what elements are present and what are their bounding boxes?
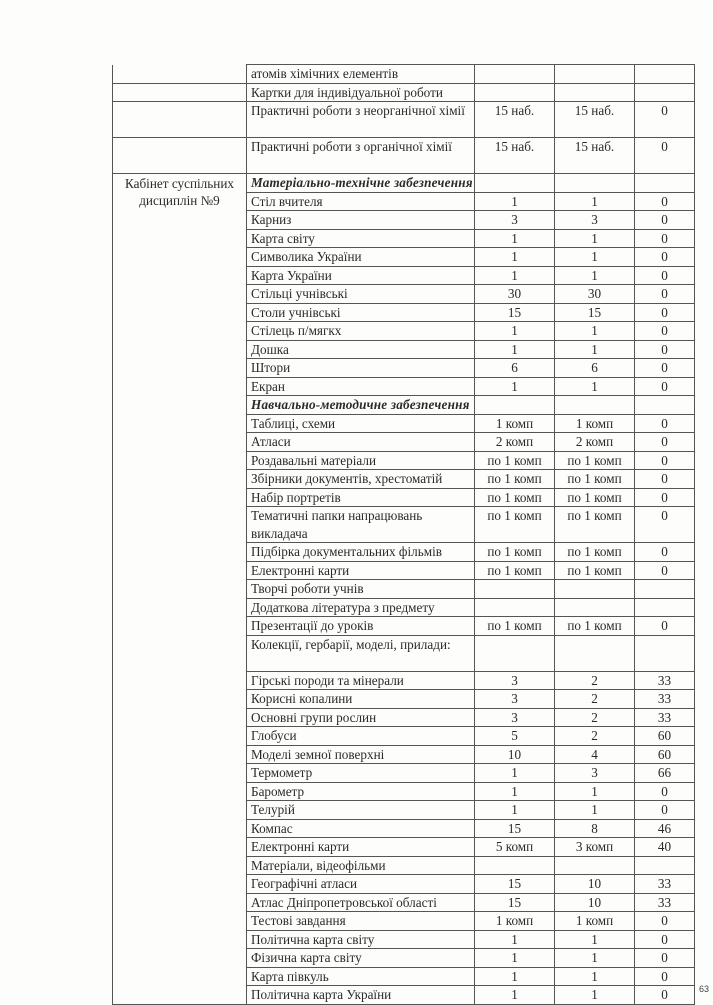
item-have: 1	[555, 949, 635, 968]
item-total: по 1 комп	[475, 507, 555, 543]
item-total: 1	[475, 967, 555, 986]
item-name: Глобуси	[247, 727, 475, 746]
item-total: 1	[475, 949, 555, 968]
item-total: 3	[475, 708, 555, 727]
item-total	[475, 83, 555, 102]
item-percent: 0	[635, 138, 695, 174]
item-have: 1	[555, 782, 635, 801]
item-have: 1	[555, 266, 635, 285]
item-name: Електронні карти	[247, 838, 475, 857]
item-total: 1	[475, 322, 555, 341]
item-total: 2 комп	[475, 433, 555, 452]
item-name: атомів хімічних елементів	[247, 65, 475, 84]
item-percent	[635, 635, 695, 671]
item-have: 10	[555, 893, 635, 912]
item-have: 3	[555, 764, 635, 783]
item-have: 2	[555, 671, 635, 690]
item-name: Стілець п/мягкх	[247, 322, 475, 341]
item-have	[555, 83, 635, 102]
item-name: Штори	[247, 359, 475, 378]
item-have	[555, 598, 635, 617]
section-row	[113, 174, 695, 193]
item-name: Картки для індивідуальної роботи	[247, 83, 475, 102]
item-total	[475, 65, 555, 84]
item-total: 5	[475, 727, 555, 746]
empty-cell	[635, 174, 695, 193]
section-title: Матеріально-технічне забезпечення	[247, 174, 475, 193]
item-total: 30	[475, 285, 555, 304]
item-have: 1	[555, 967, 635, 986]
item-percent: 0	[635, 986, 695, 1005]
item-have: 3	[555, 211, 635, 230]
item-name: Презентації до уроків	[247, 617, 475, 636]
item-total: 3	[475, 211, 555, 230]
item-name: Тестові завдання	[247, 912, 475, 931]
item-name: Стільці учнівські	[247, 285, 475, 304]
item-percent: 0	[635, 949, 695, 968]
item-total: 15	[475, 875, 555, 894]
item-percent	[635, 598, 695, 617]
item-have: 30	[555, 285, 635, 304]
item-name: Телурій	[247, 801, 475, 820]
section-title: Навчально-методичне забезпечення	[247, 396, 475, 415]
item-name: Барометр	[247, 782, 475, 801]
item-name: Термометр	[247, 764, 475, 783]
item-total: 15	[475, 303, 555, 322]
item-total: 1 комп	[475, 912, 555, 931]
item-have: 2	[555, 727, 635, 746]
item-name: Карниз	[247, 211, 475, 230]
item-name: Карта світу	[247, 229, 475, 248]
item-percent: 0	[635, 967, 695, 986]
item-name: Компас	[247, 819, 475, 838]
item-total: 15	[475, 819, 555, 838]
item-total	[475, 580, 555, 599]
item-have: 15 наб.	[555, 138, 635, 174]
item-percent: 33	[635, 708, 695, 727]
item-total: 1	[475, 801, 555, 820]
empty-cell	[555, 174, 635, 193]
item-name: Матеріали, відеофільми	[247, 856, 475, 875]
table-row	[113, 83, 695, 102]
table-row	[113, 102, 695, 138]
item-have: 3 комп	[555, 838, 635, 857]
item-percent: 0	[635, 192, 695, 211]
item-percent: 0	[635, 470, 695, 489]
item-have: 1	[555, 192, 635, 211]
item-percent: 0	[635, 433, 695, 452]
item-total: 6	[475, 359, 555, 378]
item-total: 1	[475, 229, 555, 248]
item-percent	[635, 580, 695, 599]
item-percent: 0	[635, 912, 695, 931]
item-name: Корисні копалини	[247, 690, 475, 709]
item-total: 3	[475, 671, 555, 690]
item-percent: 33	[635, 893, 695, 912]
item-have: 1	[555, 801, 635, 820]
item-have: 2	[555, 708, 635, 727]
empty-cell	[635, 396, 695, 415]
item-total	[475, 635, 555, 671]
item-name: Додаткова література з предмету	[247, 598, 475, 617]
item-have: 6	[555, 359, 635, 378]
item-total: 1	[475, 377, 555, 396]
item-have	[555, 856, 635, 875]
item-total: по 1 комп	[475, 617, 555, 636]
item-percent: 33	[635, 875, 695, 894]
item-total: 3	[475, 690, 555, 709]
item-percent	[635, 83, 695, 102]
item-percent: 0	[635, 377, 695, 396]
item-name: Підбірка документальних фільмів	[247, 543, 475, 562]
table-row	[113, 138, 695, 174]
item-have: по 1 комп	[555, 470, 635, 489]
item-total: 1 комп	[475, 414, 555, 433]
item-percent: 66	[635, 764, 695, 783]
item-total: по 1 комп	[475, 470, 555, 489]
item-percent: 0	[635, 322, 695, 341]
item-percent: 0	[635, 359, 695, 378]
item-total: 1	[475, 986, 555, 1005]
item-have: 15	[555, 303, 635, 322]
item-have: 1	[555, 322, 635, 341]
item-percent: 60	[635, 745, 695, 764]
room-cell-empty	[113, 138, 247, 174]
item-name: Атлас Дніпропетровської області	[247, 893, 475, 912]
item-have: по 1 комп	[555, 561, 635, 580]
item-name: Столи учнівські	[247, 303, 475, 322]
item-name: Основні групи рослин	[247, 708, 475, 727]
item-percent: 0	[635, 248, 695, 267]
item-have: 1 комп	[555, 414, 635, 433]
item-have: 1	[555, 248, 635, 267]
item-name: Фізична карта світу	[247, 949, 475, 968]
item-name: Збірники документів, хрестоматій	[247, 470, 475, 489]
room-cell-empty	[113, 102, 247, 138]
item-percent: 0	[635, 211, 695, 230]
item-have: по 1 комп	[555, 451, 635, 470]
item-total: 15 наб.	[475, 102, 555, 138]
item-total: по 1 комп	[475, 488, 555, 507]
page-number: 63	[698, 984, 709, 994]
item-percent: 0	[635, 303, 695, 322]
item-name: Карта України	[247, 266, 475, 285]
item-name: Практичні роботи з неорганічної хімії	[247, 102, 475, 138]
item-name: Символика України	[247, 248, 475, 267]
item-have: 15 наб.	[555, 102, 635, 138]
item-have: 1	[555, 377, 635, 396]
item-name: Гірські породи та мінерали	[247, 671, 475, 690]
item-name: Карта півкуль	[247, 967, 475, 986]
item-have: 1	[555, 986, 635, 1005]
item-name: Політична карта світу	[247, 930, 475, 949]
item-name: Творчі роботи учнів	[247, 580, 475, 599]
item-percent: 0	[635, 801, 695, 820]
item-percent: 0	[635, 782, 695, 801]
item-percent: 0	[635, 285, 695, 304]
table-row	[113, 65, 695, 84]
item-have: по 1 комп	[555, 617, 635, 636]
item-name: Дошка	[247, 340, 475, 359]
item-percent: 0	[635, 229, 695, 248]
item-total	[475, 598, 555, 617]
item-name: Таблиці, схеми	[247, 414, 475, 433]
item-total: 1	[475, 192, 555, 211]
item-percent: 0	[635, 102, 695, 138]
item-have: по 1 комп	[555, 488, 635, 507]
inventory-table-body	[113, 65, 695, 1005]
item-total: 1	[475, 248, 555, 267]
empty-cell	[475, 396, 555, 415]
item-name: Географічні атласи	[247, 875, 475, 894]
item-percent: 60	[635, 727, 695, 746]
item-percent: 0	[635, 340, 695, 359]
item-percent: 0	[635, 451, 695, 470]
item-total: 15	[475, 893, 555, 912]
item-have: по 1 комп	[555, 543, 635, 562]
item-total: 5 комп	[475, 838, 555, 857]
item-have	[555, 65, 635, 84]
item-name: Колекції, гербарії, моделі, прилади:	[247, 635, 475, 671]
item-percent	[635, 65, 695, 84]
item-percent: 0	[635, 266, 695, 285]
item-have: 1	[555, 229, 635, 248]
item-have: по 1 комп	[555, 507, 635, 543]
item-name: Роздавальні матеріали	[247, 451, 475, 470]
item-total: по 1 комп	[475, 543, 555, 562]
item-have	[555, 635, 635, 671]
item-total: по 1 комп	[475, 451, 555, 470]
item-percent: 46	[635, 819, 695, 838]
item-name: Стіл вчителя	[247, 192, 475, 211]
item-have: 1 комп	[555, 912, 635, 931]
item-percent	[635, 856, 695, 875]
inventory-table	[112, 64, 695, 1005]
item-have: 1	[555, 340, 635, 359]
item-name: Атласи	[247, 433, 475, 452]
item-have: 4	[555, 745, 635, 764]
item-total: 1	[475, 340, 555, 359]
item-name: Політична карта України	[247, 986, 475, 1005]
item-percent: 0	[635, 561, 695, 580]
item-percent: 0	[635, 543, 695, 562]
item-total: 1	[475, 764, 555, 783]
item-percent: 40	[635, 838, 695, 857]
item-name: Тематичні папки напрацювань викладача	[247, 507, 475, 543]
item-percent: 0	[635, 930, 695, 949]
room-label: Кабінет суспільних дисциплін №9	[113, 174, 247, 1005]
item-percent: 0	[635, 507, 695, 543]
item-total: 1	[475, 782, 555, 801]
item-percent: 33	[635, 690, 695, 709]
item-name: Електронні карти	[247, 561, 475, 580]
empty-cell	[475, 174, 555, 193]
room-cell-empty	[113, 65, 247, 84]
item-have: 2	[555, 690, 635, 709]
empty-cell	[555, 396, 635, 415]
item-total: 10	[475, 745, 555, 764]
item-total: 1	[475, 266, 555, 285]
item-percent: 0	[635, 414, 695, 433]
item-have: 1	[555, 930, 635, 949]
item-have	[555, 580, 635, 599]
item-name: Моделі земної поверхні	[247, 745, 475, 764]
item-percent: 33	[635, 671, 695, 690]
item-have: 10	[555, 875, 635, 894]
item-name: Набір портретів	[247, 488, 475, 507]
item-have: 8	[555, 819, 635, 838]
item-percent: 0	[635, 617, 695, 636]
item-total: по 1 комп	[475, 561, 555, 580]
item-total	[475, 856, 555, 875]
item-have: 2 комп	[555, 433, 635, 452]
item-total: 1	[475, 930, 555, 949]
item-percent: 0	[635, 488, 695, 507]
item-name: Екран	[247, 377, 475, 396]
item-name: Практичні роботи з органічної хімії	[247, 138, 475, 174]
item-total: 15 наб.	[475, 138, 555, 174]
room-cell-empty	[113, 83, 247, 102]
